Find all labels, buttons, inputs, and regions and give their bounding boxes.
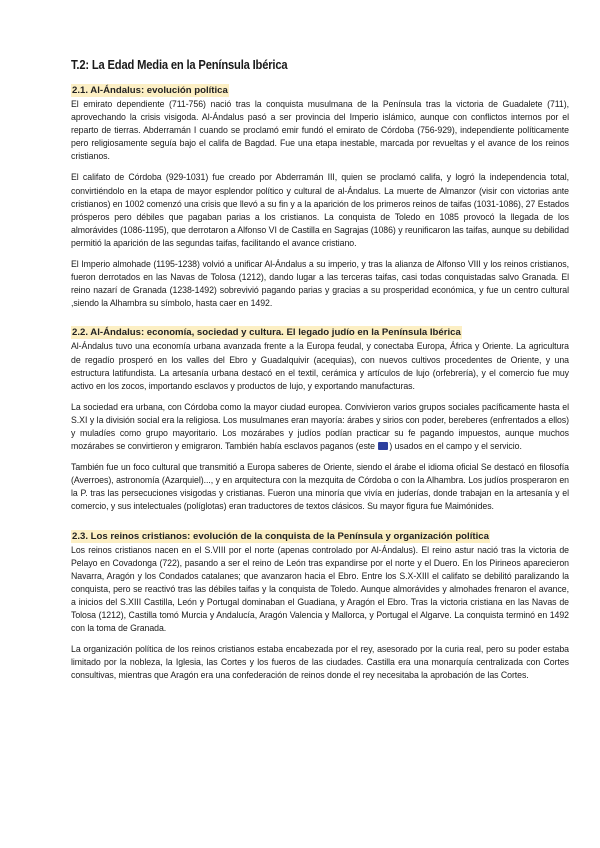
paragraph-text: La sociedad era urbana, con Córdoba como la mayor ciudad europea. Convivieron varios grupos sociales pacíficamente hasta el S.XI y la división social era la religiosa. Los musulmanes eran mayoría: árabes y sirios con poder, bereberes (enfrentados a ellos) y muladíes como grupo mayoritario. Los mozárabes y judíos podían practicar su fe pagando impuestos, aunque muchos mozárabes se convirtieron y emigraron. También había esclavos paganos (este <box>71 401 569 452</box>
section-heading: 2.1. Al-Ándalus: evolución política <box>72 85 228 96</box>
paragraph: El califato de Córdoba (929-1031) fue creado por Abderramán III, quien se proclamó califa, y logró la independencia total, convirtiéndolo en la etapa de mayor esplendor político y cultural de al-Ándalus. La muerte de Almanzor (visir con victorias ante cristianos) en 1002 comenzó una crisis que llevó a su fin y a la aparición de los primeros reinos de taifas (1031-1086), 27 Estados prósperos pero débiles que pagaban parias a los cristianos. La conquista de Toledo en 1085 provocó la llegada de los almorávides (1086-1195), que derrotaron a Alfonso VI de Castilla en Sagrajas (1086) y reunificaron las taifas, aunque su debilidad permitió la aparición de las segundas taifas, facilitando el avance cristiano. <box>71 172 569 248</box>
paragraph: Los reinos cristianos nacen en el S.VIII por el norte (apenas controlado por Al-Ándalus). El reino astur nació tras la victoria de Pelayo en Covadonga (722), pasando a ser el reino de León tras expandirse por el norte y el Duero. En los Pirineos aparecieron Navarra, Aragón y los Condados catalanes; que avanzaron hacia el Ebro. Entre los S.X-XIII el califato se debilitó paralizando la conquista, pero se reactivó tras las débiles taifas y la conquista de Toledo. Aunque almorávides y almohades frenaron el avance, a inicios del S.XIII Castilla, León y Portugal dominaban el Guadiana, y Aragón el Ebro. Tras la victoria cristiana en las Navas de Tolosa (1212), Castilla tomó Murcia y Andalucía, Aragón Valencia y Mallorca, y Portugal el Algarve. La conquista terminó en 1492 con la toma de Granada. <box>71 544 569 634</box>
paragraph: El Imperio almohade (1195-1238) volvió a unificar Al-Ándalus a su imperio, y tras la alianza de Alfonso VIII y los reinos cristianos, fueron derrotados en las Navas de Tolosa (1212), dando lugar a las terceras taifas, casi todas conquistadas salvo Granada. El reino nazarí de Granada (1238-1492) sobrevivió pagando parias y gracias a su prosperidad económica, y fue un centro cultural ,siendo la Alhambra su símbolo, hasta caer en 1492. <box>71 259 569 309</box>
flag-icon <box>378 442 388 450</box>
section-heading: 2.3. Los reinos cristianos: evolución de la conquista de la Península y organización política <box>72 530 489 542</box>
paragraph <box>71 401 569 453</box>
paragraph: Al-Ándalus tuvo una economía urbana avanzada frente a la Europa feudal, y conectaba Europa, África y Oriente. La agricultura de regadío prosperó en los valles del Ebro y Guadalquivir (acequias), con nuevos cultivos procedentes de Oriente, y una estructura latifundista. La artesanía urbana destacó en el textil, cerámica y artículos de lujo (orfebrería), y el comercio fue muy activo en los zocos, importando esclavos y productos de lujo, y exportando manufacturas. <box>71 341 569 391</box>
paragraph: El emirato dependiente (711-756) nació tras la conquista musulmana de la Península tras la victoria de Guadalete (711), aprovechando la crisis visigoda. Al-Ándalus pasó a ser provincia del Imperio islámico, aunque con conflictos internos por el reparto de tierras. Abderramán I cuando se proclamó emir fundó el emirato de Córdoba (756-929), independiente políticamente pero religiosamente seguía bajo el califa de Bagdad. Fue una etapa inestable, marcada por revueltas y el avance de los reinos cristianos. <box>71 99 569 162</box>
document-page <box>71 56 569 690</box>
page-title: T.2: La Edad Media en la Península Ibérica <box>71 57 288 72</box>
section-al-andalus-politica <box>71 80 569 310</box>
paragraph: También fue un foco cultural que transmitió a Europa saberes de Oriente, siendo el árabe el idioma oficial Se destacó en filosofía (Averroes), astronomía (Azarquiel)..., y en arquitectura con la mezquita de Córdoba o con la Alhambra. Los judíos prosperaron en la P. tras las persecuciones visigodas y cristianas. Fueron una minoría que vivía en juderías, donde trabajan en la artesanía y el comercio, y sus intelectuales (políglotas) eran traductores de textos clásicos. Su mayor figura fue Maimónides. <box>71 462 569 512</box>
section-al-andalus-economia <box>71 322 569 513</box>
section-heading: 2.2. Al-Ándalus: economía, sociedad y cultura. El legado judío en la Península Ibérica <box>72 327 461 339</box>
paragraph-text-tail: ) usados en el campo y el servicio. <box>389 441 522 452</box>
section-reinos-cristianos <box>71 526 569 683</box>
paragraph: La organización política de los reinos cristianos estaba encabezada por el rey, asesorado por la curia real, pero su poder estaba limitado por la nobleza, la Iglesia, las Cortes y los fueros de las ciudades. Castilla era una monarquía centralizada con Cortes consultivas, mientras que Aragón era una confederación de reinos donde el rey necesitaba la aprobación de las Cortes. <box>71 644 569 681</box>
